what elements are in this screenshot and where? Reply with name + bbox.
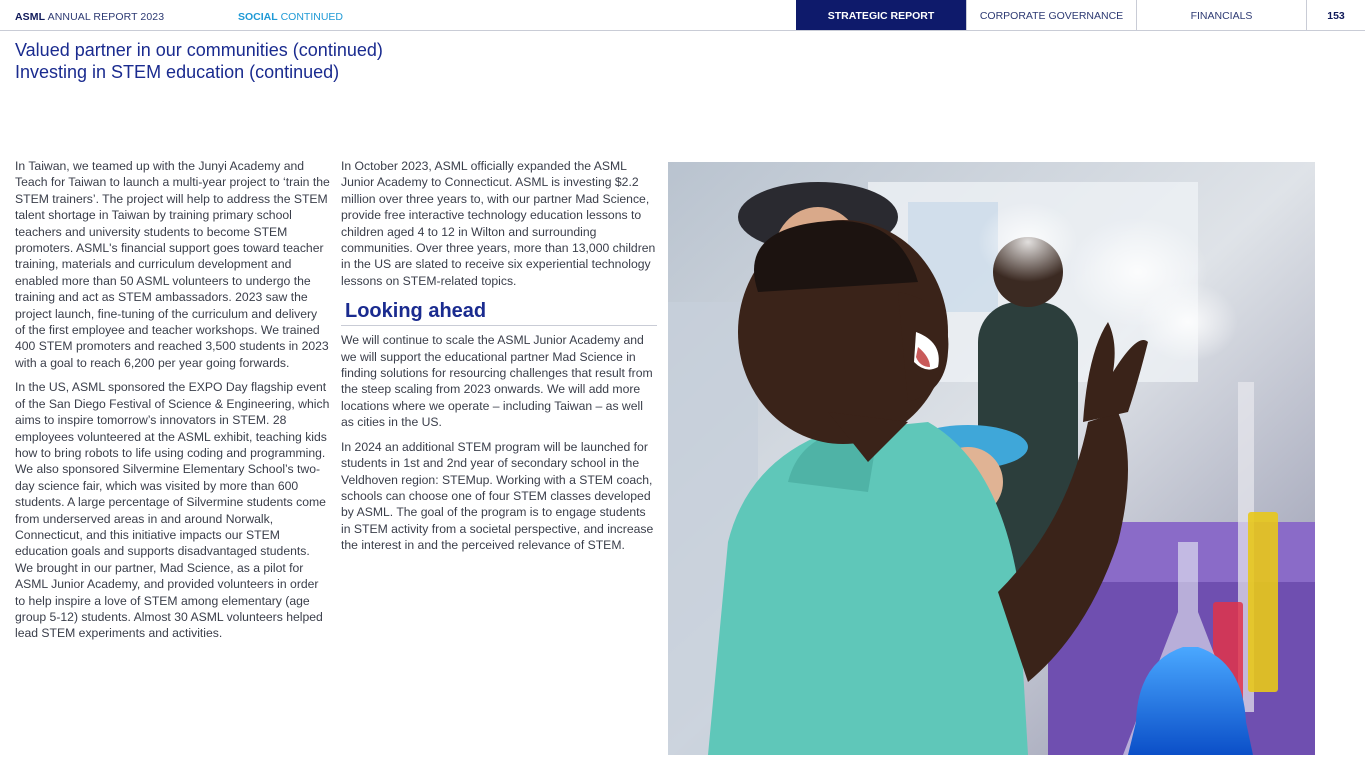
top-navigation-bar bbox=[0, 0, 1365, 31]
section-name: SOCIAL bbox=[238, 11, 278, 23]
photo-illustration bbox=[668, 162, 1315, 755]
page-title-line-1: Valued partner in our communities (continued) bbox=[15, 40, 383, 60]
paragraph-scale: We will continue to scale the ASML Junior Academy and we will support the educational partner Mad Science in finding solutions for resourcing challenges that result from the steep scaling from 2023 onwards. We will add more locations where we operate – including Taiwan – as well as cities in the US. bbox=[341, 333, 653, 430]
text-column-1 bbox=[15, 158, 330, 650]
section-heading-looking-ahead: Looking ahead bbox=[341, 297, 657, 326]
section-continued: CONTINUED bbox=[280, 11, 344, 23]
brand-name: ASML bbox=[15, 11, 46, 23]
tab-financials[interactable]: FINANCIALS bbox=[1136, 0, 1306, 30]
paragraph-connecticut: In October 2023, ASML officially expanded the ASML Junior Academy to Connecticut. ASML is investing $2.2 million over three years to, with our partner Mad Science, provide free interactive technology education lessons to children aged 4 to 12 in Wilton and surrounding communities. Over three years, more than 13,000 children in the US are slated to receive six experiential technology lessons on STEM-related topics. bbox=[341, 159, 656, 288]
page-number: 153 bbox=[1306, 0, 1365, 30]
page-title-line-2: Investing in STEM education (continued) bbox=[15, 62, 340, 82]
section-label bbox=[238, 11, 343, 23]
paragraph-us: In the US, ASML sponsored the EXPO Day flagship event of the San Diego Festival of Science & Engineering, which aims to inspire tomorrow’s innovators in STEM. 28 employees volunteered at the ASML exhibit, teaching kids how to bring robots to life using coding and programming. We also sponsored Silvermine Elementary School’s two-day science fair, which was visited by more than 600 students. A large percentage of Silvermine students come from underserved areas in and around Norwalk, Connecticut, and this initiative impacts our STEM education goals and supports disadvantaged students. We brought in our partner, Mad Science, as a pilot for ASML Junior Academy, and provided volunteers in order to help inspire a love of STEM among elementary (age group 5-12) students. Almost 30 ASML volunteers helped lead STEM experiments and activities. bbox=[15, 380, 330, 641]
tab-strategic-report[interactable]: STRATEGIC REPORT bbox=[796, 0, 966, 30]
tab-corporate-governance[interactable]: CORPORATE GOVERNANCE bbox=[966, 0, 1136, 30]
text-column-2 bbox=[341, 158, 657, 562]
paragraph-taiwan: In Taiwan, we teamed up with the Junyi Academy and Teach for Taiwan to launch a multi-year project to ‘train the STEM trainers’. The project will help to address the STEM talent shortage in Taiwan by training primary school teachers and university students to become STEM promoters. ASML's financial support goes toward teacher training, materials and curriculum development and enabled more than 50 ASML volunteers to undergo the training and act as STEM ambassadors. 2023 saw the project launch, fine-tuning of the curriculum and delivery of the first employee and teacher workshops. We trained 400 STEM promoters and reached 3,500 students in 2023 with a goal to reach 6,200 per year going forwards. bbox=[15, 159, 330, 370]
page-title bbox=[15, 39, 383, 83]
paragraph-stemup: In 2024 an additional STEM program will be launched for students in 1st and 2nd year of secondary school in the Veldhoven region: STEMup. Working with a STEM coach, schools can choose one of four STEM classes developed by ASML. The goal of the program is to engage students in STEM activity from a societal perspective, and increase the interest in and the perceived relevance of STEM. bbox=[341, 439, 654, 553]
report-label[interactable] bbox=[15, 11, 164, 23]
report-name: ANNUAL REPORT 2023 bbox=[47, 11, 165, 23]
photo-child-science-experiment bbox=[668, 162, 1315, 755]
